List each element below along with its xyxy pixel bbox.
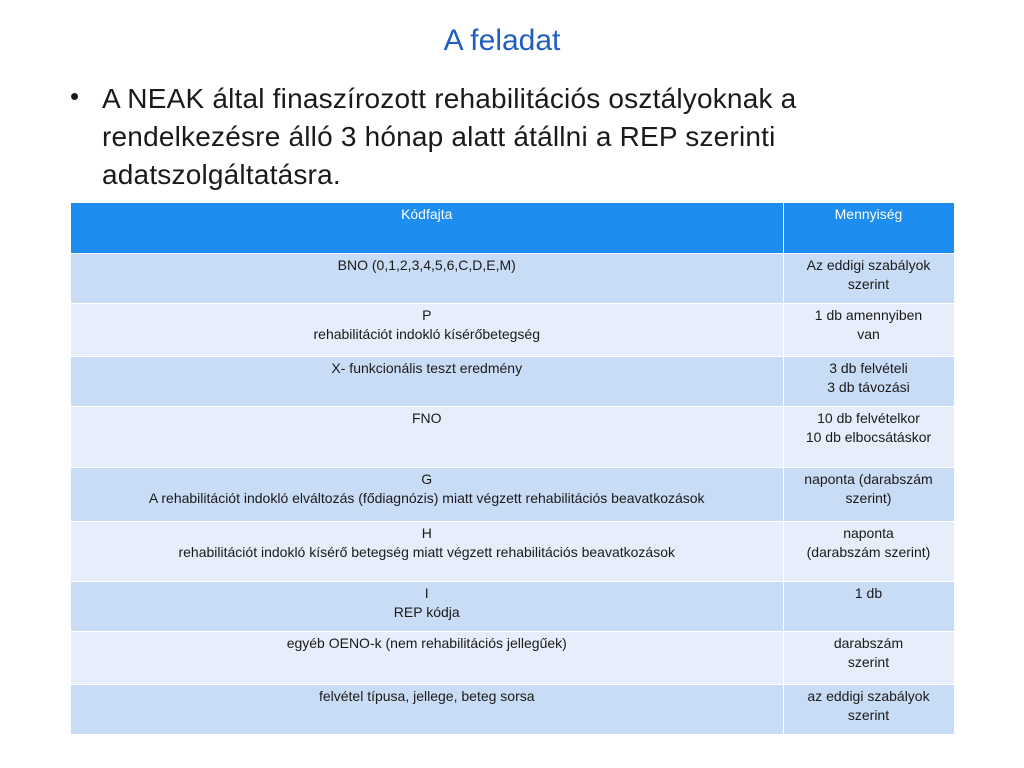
cell-line: felvétel típusa, jellege, beteg sorsa bbox=[318, 688, 535, 704]
kodfajta-cell bbox=[71, 357, 783, 407]
table-row bbox=[71, 254, 954, 304]
cell-line: I bbox=[424, 585, 429, 601]
cell-line: P bbox=[422, 307, 432, 323]
cell-line: FNO bbox=[411, 410, 442, 426]
mennyiseg-cell bbox=[783, 254, 954, 304]
cell-line: 1 db amennyiben bbox=[814, 307, 923, 323]
mennyiseg-cell bbox=[783, 582, 954, 632]
cell-line: G bbox=[421, 471, 433, 487]
cell-line: 1 db bbox=[854, 585, 883, 601]
table-row bbox=[71, 522, 954, 582]
cell-line: BNO (0,1,2,3,4,5,6,C,D,E,M) bbox=[337, 257, 516, 273]
cell-line: naponta (darabszám bbox=[804, 471, 933, 487]
kodfajta-cell bbox=[71, 632, 783, 685]
cell-line: 10 db felvételkor bbox=[817, 410, 920, 426]
slide-title: A feladat bbox=[443, 24, 561, 57]
table-row bbox=[71, 582, 954, 632]
cell-line: 10 db elbocsátáskor bbox=[805, 429, 932, 445]
table-row bbox=[71, 632, 954, 685]
bullet-marker: • bbox=[70, 81, 80, 111]
table-row bbox=[71, 468, 954, 522]
mennyiseg-cell bbox=[783, 304, 954, 357]
cell-line: Az eddigi szabályok bbox=[806, 257, 931, 273]
header-mennyiseg: Mennyiség bbox=[783, 203, 954, 254]
bullet-text: A NEAK által finaszírozott rehabilitációs osztályoknak a rendelkezésre álló 3 hónap alatt átállni a REP szerinti adatszolgáltatásra. bbox=[102, 83, 797, 190]
cell-line: X- funkcionális teszt eredmény bbox=[331, 360, 523, 376]
cell-line: szerint bbox=[847, 654, 890, 670]
mennyiseg-cell bbox=[783, 522, 954, 582]
kodfajta-cell bbox=[71, 685, 783, 735]
mennyiseg-cell bbox=[783, 632, 954, 685]
cell-line: egyéb OENO-k (nem rehabilitációs jellegűek) bbox=[286, 635, 567, 651]
kodfajta-cell bbox=[71, 254, 783, 304]
table-row bbox=[71, 304, 954, 357]
table-body bbox=[71, 254, 954, 735]
kodfajta-cell bbox=[71, 582, 783, 632]
mennyiseg-cell bbox=[783, 685, 954, 735]
kodfajta-cell bbox=[71, 522, 783, 582]
cell-line: 3 db távozási bbox=[827, 379, 910, 395]
cell-line: rehabilitációt indokló kísérőbetegség bbox=[313, 326, 540, 342]
cell-line: (darabszám szerint) bbox=[806, 544, 931, 560]
cell-line: az eddigi szabályok bbox=[807, 688, 930, 704]
cell-line: 3 db felvételi bbox=[829, 360, 908, 376]
cell-line: A rehabilitációt indokló elváltozás (fődiagnózis) miatt végzett rehabilitációs beavatkozások bbox=[148, 490, 705, 506]
mennyiseg-cell bbox=[783, 468, 954, 522]
cell-line: szerint bbox=[847, 707, 890, 723]
mennyiseg-cell bbox=[783, 407, 954, 468]
kodfajta-cell bbox=[71, 407, 783, 468]
table-row bbox=[71, 685, 954, 735]
cell-line: szerint bbox=[847, 276, 890, 292]
cell-line: darabszám bbox=[833, 635, 904, 651]
cell-line: naponta bbox=[843, 525, 894, 541]
cell-line: rehabilitációt indokló kísérő betegség miatt végzett rehabilitációs beavatkozások bbox=[178, 544, 675, 560]
mennyiseg-cell bbox=[783, 357, 954, 407]
cell-line: REP kódja bbox=[393, 604, 460, 620]
table-row bbox=[71, 357, 954, 407]
cell-line: szerint) bbox=[845, 490, 892, 506]
code-type-table bbox=[71, 203, 955, 735]
kodfajta-cell bbox=[71, 468, 783, 522]
kodfajta-cell bbox=[71, 304, 783, 357]
table-row bbox=[71, 407, 954, 468]
cell-line: H bbox=[421, 525, 432, 541]
cell-line: van bbox=[857, 326, 880, 342]
header-kodfajta: Kódfajta bbox=[71, 203, 783, 254]
table-header-row bbox=[71, 203, 954, 254]
